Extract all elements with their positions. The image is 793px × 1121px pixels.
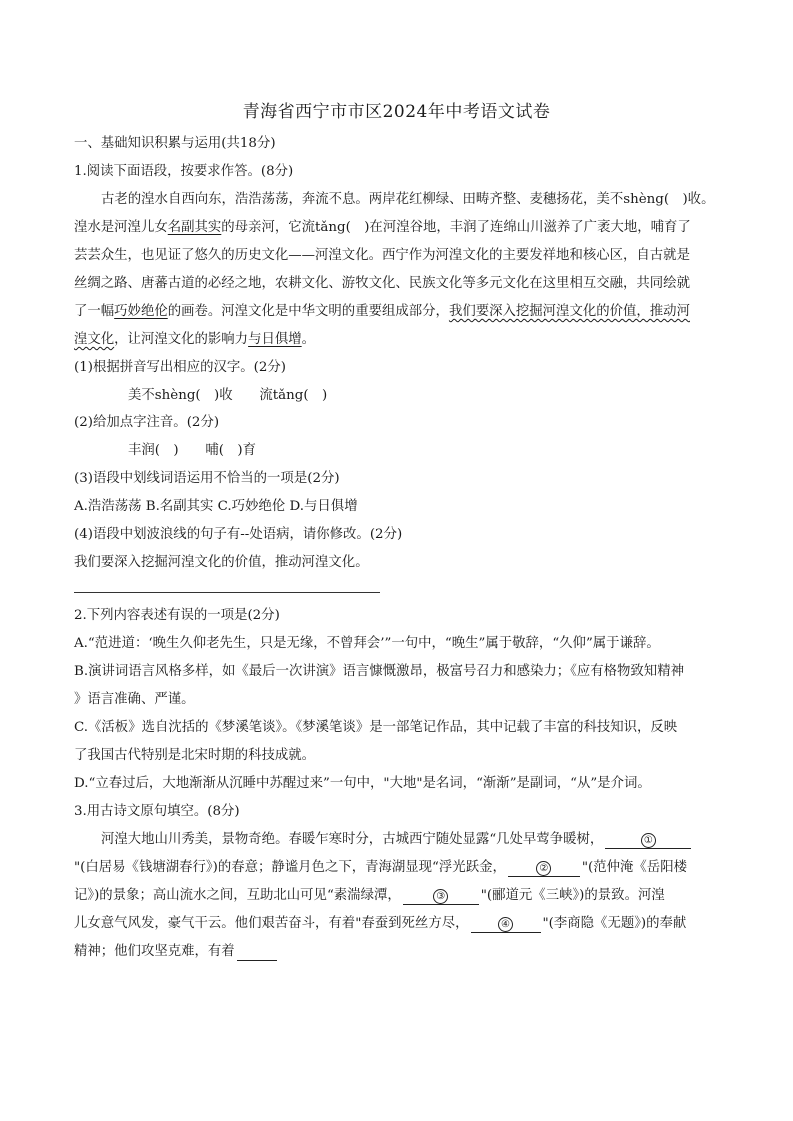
- pinyin-item: 哺( )育: [205, 443, 257, 458]
- question-3-stem: 3.用古诗文原句填空。(8分): [74, 804, 240, 819]
- fill-blank-2[interactable]: [508, 860, 580, 877]
- option-c-line-1: C.《活板》选自沈括的《梦溪笔谈》。《梦溪笔谈》是一部笔记作品，其中记载了丰富的科技知识，反映: [74, 720, 678, 735]
- fill-text: "(白居易《钱塘湖春行》)的春意；静谧月色之下，青海湖显现“浮光跃金，: [74, 860, 506, 875]
- section-heading: 一、基础知识积累与运用(共18分): [74, 136, 276, 151]
- blank-number: ①: [641, 833, 656, 848]
- underlined-term: 巧妙绝伦: [114, 304, 168, 319]
- fill-text: 精神；他们攻坚克难，有着: [74, 944, 235, 959]
- passage-text: 的画卷。河湟文化是中华文明的重要组成部分，: [167, 304, 449, 319]
- blank-number: ③: [433, 889, 448, 904]
- wavy-sentence: 我们要深入挖掘河湟文化的价值，推动河: [448, 304, 690, 319]
- sub-question-4-sentence: 我们要深入挖掘河湟文化的价值，推动河湟文化。: [74, 555, 369, 570]
- blank-number: ④: [498, 917, 513, 932]
- wavy-sentence: 湟文化: [74, 332, 115, 347]
- fill-text: 河湟大地山川秀美，景物奇绝。春暖乍寒时分，古城西宁随处显露“几处早莺争暖树，: [101, 832, 604, 847]
- fill-text: "(郦道元《三峡》)的景致。河湟: [480, 888, 665, 903]
- sub-question-2-items: [128, 441, 256, 461]
- passage-line-2: [74, 218, 691, 238]
- fill-line-5: [74, 942, 279, 962]
- option-c-line-2: 了我国古代特别是北宋时期的科技成就。: [74, 748, 316, 763]
- passage-text: 湟水是河湟儿女: [74, 220, 168, 235]
- sub-question-4: (4)语段中划波浪线的句子有--处语病，请你修改。(2分): [74, 527, 403, 542]
- option-b-line-1: B.演讲词语言风格多样，如《最后一次讲演》语言慷慨激昂，极富号召力和感染力；《应有格物致知精神: [74, 664, 684, 679]
- pinyin-item: 丰润( ): [128, 443, 179, 458]
- fill-line-4: [74, 914, 686, 934]
- sub-question-3-options: A.浩浩荡荡 B.名副其实 C.巧妙绝伦 D.与日俱增: [74, 499, 358, 514]
- sub-question-2: (2)给加点字注音。(2分): [74, 415, 220, 430]
- option-b-line-2: 》语言准确、严谨。: [74, 692, 195, 707]
- option-a: A.“范进道：‘晚生久仰老先生，只是无缘，不曾拜会’”一句中，“晚生”属于敬辞，“久仰”属于谦辞。: [74, 636, 660, 651]
- underlined-term: 与日俱增: [248, 332, 302, 347]
- option-d: D.“立春过后，大地渐渐从沉睡中苏醒过来”一句中，"大地"是名词，“渐渐”是副词，“从”是介词。: [74, 776, 651, 791]
- question-2-stem: 2.下列内容表述有误的一项是(2分): [74, 608, 280, 623]
- fill-blank-3[interactable]: [403, 888, 479, 905]
- page-title: 青海省西宁市市区2024年中考语文试卷: [242, 102, 551, 122]
- fill-blank-5[interactable]: [237, 944, 277, 961]
- passage-line-6: [74, 330, 315, 350]
- sub-question-1-items: 美不shèng( )收 流tǎng( ): [128, 388, 328, 403]
- passage-text: 了一幅: [74, 304, 115, 319]
- question-1-stem: 1.阅读下面语段，按要求作答。(8分): [74, 164, 294, 179]
- fill-blank-1[interactable]: [605, 832, 691, 849]
- answer-line[interactable]: [74, 592, 380, 593]
- passage-text: 。: [301, 332, 316, 347]
- fill-line-2: [74, 858, 687, 878]
- passage-text: ，让河湟文化的影响力: [114, 332, 249, 347]
- sub-question-1: (1)根据拼音写出相应的汉字。(2分): [74, 360, 287, 375]
- fill-text: 儿女意气风发，豪气干云。他们艰苦奋斗，有着"春蚕到死丝方尽，: [74, 916, 469, 931]
- sub-question-3: (3)语段中划线词语运用不恰当的一项是(2分): [74, 471, 340, 486]
- blank-number: ②: [536, 861, 551, 876]
- underlined-term: 名副其实: [167, 220, 222, 235]
- fill-line-1: [101, 830, 693, 850]
- fill-text: "(李商隐《无题》)的奉献: [542, 916, 687, 931]
- fill-text: "(范仲淹《岳阳楼: [581, 860, 687, 875]
- passage-text: 的母亲河，它流tǎng( )在河湟谷地，丰润了连绵山川滋养了广袤大地，哺育了: [221, 220, 691, 235]
- passage-line-4: 丝绸之路、唐蕃古道的必经之地，农耕文化、游牧文化、民族文化等多元文化在这里相互交融，共同绘就: [74, 276, 690, 291]
- passage-line-5: [74, 302, 690, 322]
- fill-line-3: [74, 886, 665, 906]
- passage-line-1: 古老的湟水自西向东，浩浩荡荡，奔流不息。两岸花红柳绿、田畴齐整、麦穗扬花，美不shèng( )收。: [101, 192, 715, 207]
- fill-blank-4[interactable]: [471, 916, 541, 933]
- passage-line-3: 芸芸众生，也见证了悠久的历史文化——河湟文化。西宁作为河湟文化的主要发祥地和核心区，自古就是: [74, 248, 690, 263]
- fill-text: 记》)的景象；高山流水之间，互助北山可见“素湍绿潭，: [74, 888, 401, 903]
